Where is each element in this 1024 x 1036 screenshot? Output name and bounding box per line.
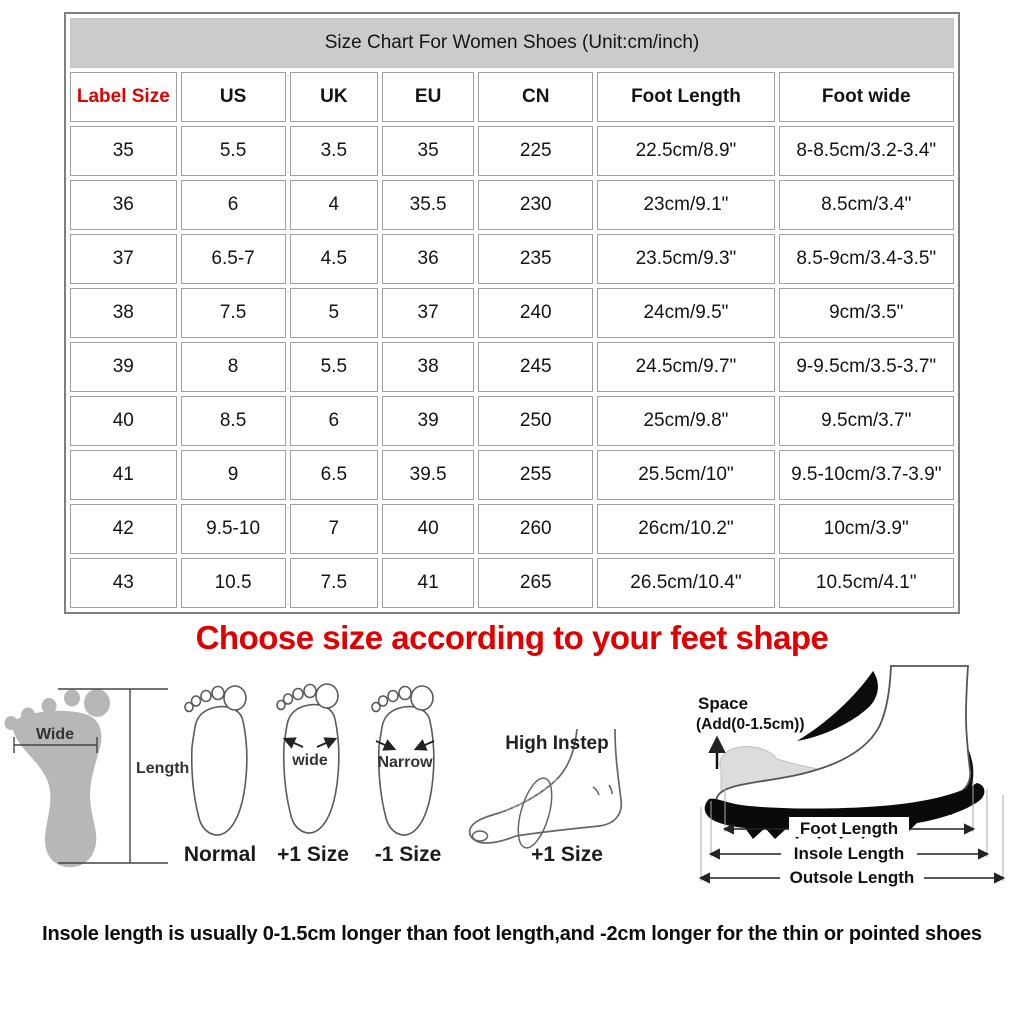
table-cell: 35 (382, 126, 474, 176)
column-header-eu: EU (382, 72, 474, 122)
table-cell: 35 (70, 126, 177, 176)
table-cell: 25cm/9.8" (597, 396, 774, 446)
table-cell: 9 (181, 450, 286, 500)
table-cell: 4.5 (290, 234, 379, 284)
table-cell: 10cm/3.9" (779, 504, 954, 554)
table-cell: 10.5 (181, 558, 286, 608)
table-cell: 43 (70, 558, 177, 608)
table-cell: 23cm/9.1" (597, 180, 774, 230)
wide-foot-illustration (277, 684, 339, 833)
table-cell: 8-8.5cm/3.2-3.4" (779, 126, 954, 176)
table-cell: 25.5cm/10" (597, 450, 774, 500)
high-instep-caption: +1 Size (531, 843, 603, 866)
table-cell: 35.5 (382, 180, 474, 230)
wide-foot-label: wide (292, 752, 328, 769)
table-cell: 6 (290, 396, 379, 446)
table-title-row (70, 18, 954, 68)
table-cell: 24cm/9.5" (597, 288, 774, 338)
wide-caption: +1 Size (277, 843, 349, 866)
table-cell: 40 (382, 504, 474, 554)
size-chart-table (64, 12, 960, 614)
leg-foot-outline (716, 666, 970, 816)
table-cell: 23.5cm/9.3" (597, 234, 774, 284)
big-toe-icon (411, 686, 433, 710)
table-row (70, 126, 954, 176)
table-cell: 9cm/3.5" (779, 288, 954, 338)
toe-icon (64, 690, 80, 707)
column-header-label-size: Label Size (70, 72, 177, 122)
big-toe-icon (473, 831, 488, 841)
column-header-cn: CN (478, 72, 593, 122)
table-cell: 9.5-10cm/3.7-3.9" (779, 450, 954, 500)
foot-outline (192, 707, 247, 835)
big-toe-icon (224, 686, 246, 710)
wide-label: Wide (35, 726, 75, 743)
narrow-caption: -1 Size (374, 843, 442, 866)
collar-swoosh-shape (797, 671, 878, 741)
table-cell: 235 (478, 234, 593, 284)
fitting-guide-illustration (0, 661, 1024, 901)
table-cell: 5.5 (290, 342, 379, 392)
table-cell: 41 (70, 450, 177, 500)
table-cell: 26cm/10.2" (597, 504, 774, 554)
table-header-row (70, 72, 954, 122)
toe-icon (42, 698, 57, 714)
table-cell: 9-9.5cm/3.5-3.7" (779, 342, 954, 392)
toe-icon (293, 689, 303, 700)
toe-icon (21, 708, 35, 723)
toe-icon (372, 703, 380, 712)
insole-note: Insole length is usually 0-1.5cm longer than foot length,and -2cm longer for the thin or pointed shoes (42, 923, 982, 945)
table-cell: 8 (181, 342, 286, 392)
shoe-length-illustration (696, 666, 1003, 887)
table-cell: 7.5 (290, 558, 379, 608)
table-cell: 9.5cm/3.7" (779, 396, 954, 446)
table-title: Size Chart For Women Shoes (Unit:cm/inch) (70, 18, 954, 68)
insole-length-label: Insole Length (793, 844, 905, 863)
table-cell: 41 (382, 558, 474, 608)
column-header-uk: UK (290, 72, 379, 122)
size-chart-page (0, 12, 1024, 946)
table-row (70, 180, 954, 230)
big-toe-icon (316, 684, 338, 708)
table-cell: 37 (70, 234, 177, 284)
table-cell: 22.5cm/8.9" (597, 126, 774, 176)
table-cell: 240 (478, 288, 593, 338)
big-toe-icon (84, 689, 110, 717)
foot-length-label: Foot Length (799, 819, 899, 838)
table-cell: 3.5 (290, 126, 379, 176)
toe-icon (185, 703, 193, 712)
table-cell: 5 (290, 288, 379, 338)
table-cell: 4 (290, 180, 379, 230)
table-row (70, 342, 954, 392)
table-cell: 225 (478, 126, 593, 176)
table-cell: 24.5cm/9.7" (597, 342, 774, 392)
table-row (70, 504, 954, 554)
table-cell: 245 (478, 342, 593, 392)
high-instep-illustration (470, 729, 622, 851)
column-header-us: US (181, 72, 286, 122)
table-cell: 8.5cm/3.4" (779, 180, 954, 230)
table-cell: 255 (478, 450, 593, 500)
toe-icon (399, 687, 411, 700)
toe-icon (5, 716, 18, 730)
table-cell: 38 (70, 288, 177, 338)
table-cell: 7 (290, 504, 379, 554)
table-cell: 38 (382, 342, 474, 392)
high-instep-label: High Instep (505, 733, 609, 754)
table-cell: 37 (382, 288, 474, 338)
space-label: Space (698, 694, 749, 713)
normal-caption: Normal (183, 843, 257, 866)
table-cell: 39 (70, 342, 177, 392)
narrow-foot-illustration (372, 686, 434, 835)
column-header-foot-length: Foot Length (597, 72, 774, 122)
table-cell: 39.5 (382, 450, 474, 500)
table-cell: 260 (478, 504, 593, 554)
size-table-body (70, 126, 954, 608)
table-row (70, 396, 954, 446)
table-cell: 9.5-10 (181, 504, 286, 554)
table-row (70, 450, 954, 500)
table-cell: 40 (70, 396, 177, 446)
toe-icon (304, 685, 316, 698)
table-cell: 36 (382, 234, 474, 284)
table-cell: 36 (70, 180, 177, 230)
table-cell: 8.5-9cm/3.4-3.5" (779, 234, 954, 284)
toe-icon (277, 701, 285, 710)
table-cell: 5.5 (181, 126, 286, 176)
table-cell: 6.5 (290, 450, 379, 500)
table-cell: 10.5cm/4.1" (779, 558, 954, 608)
normal-foot-illustration (185, 686, 247, 835)
table-row (70, 288, 954, 338)
table-row (70, 234, 954, 284)
table-row (70, 558, 954, 608)
footprint-measure-illustration (5, 689, 190, 867)
table-cell: 26.5cm/10.4" (597, 558, 774, 608)
table-cell: 6.5-7 (181, 234, 286, 284)
toe-icon (212, 687, 224, 700)
space-add-label: (Add(0-1.5cm)) (696, 716, 805, 733)
table-cell: 42 (70, 504, 177, 554)
column-header-foot-wide: Foot wide (779, 72, 954, 122)
length-label: Length (136, 760, 190, 777)
table-cell: 8.5 (181, 396, 286, 446)
table-cell: 250 (478, 396, 593, 446)
table-cell: 230 (478, 180, 593, 230)
table-cell: 6 (181, 180, 286, 230)
table-cell: 7.5 (181, 288, 286, 338)
toe-icon (388, 691, 398, 702)
feet-shape-heading: Choose size according to your feet shape (195, 619, 829, 656)
toe-icon (201, 691, 211, 702)
narrow-foot-label: Narrow (377, 754, 433, 771)
table-cell: 265 (478, 558, 593, 608)
outsole-length-label: Outsole Length (789, 868, 915, 887)
table-cell: 39 (382, 396, 474, 446)
